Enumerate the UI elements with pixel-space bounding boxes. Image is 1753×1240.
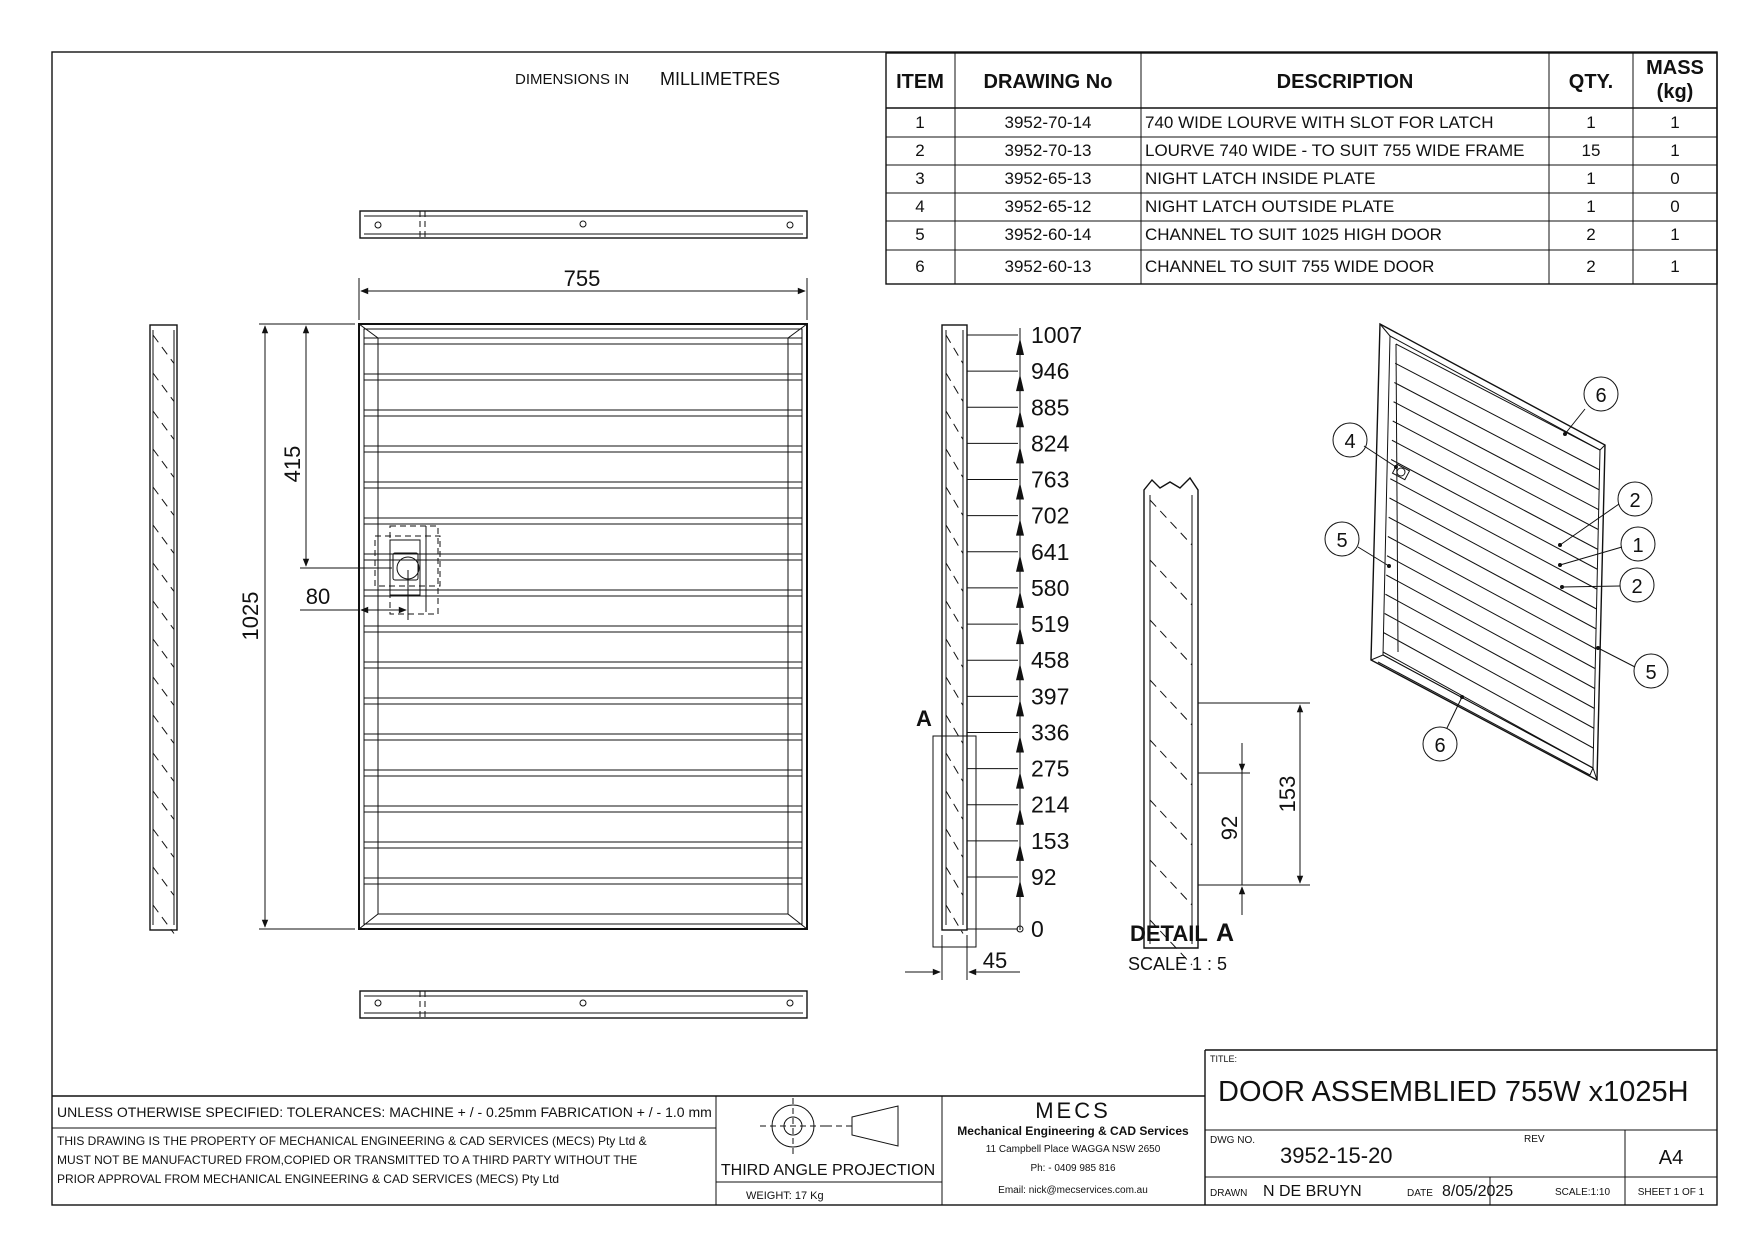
property-note-2: MUST NOT BE MANUFACTURED FROM,COPIED OR TRANSMITTED TO A THIRD PARTY WITHOUT THE — [57, 1153, 638, 1167]
detail-dim-92: 92 — [1217, 815, 1242, 841]
bom-cell-mass: 0 — [1670, 169, 1680, 188]
bom-cell-mass: 1 — [1670, 257, 1680, 276]
bom-cell-qty: 1 — [1586, 113, 1596, 132]
detail-title: DETAIL — [1130, 921, 1208, 946]
bom-header-item: ITEM — [896, 71, 944, 93]
rev-label: REV — [1524, 1134, 1545, 1145]
bom-header-drawing-no: DRAWING No — [983, 71, 1113, 93]
drawing-title: DOOR ASSEMBLIED 755W x1025H — [1218, 1076, 1689, 1108]
louvre-position-label: 458 — [1031, 647, 1070, 674]
width-dim: 755 — [563, 266, 601, 291]
bom-cell-item: 6 — [915, 257, 925, 276]
iso-louvre — [1395, 363, 1599, 470]
detail-a — [1128, 478, 1310, 974]
louvre-position-label: 1007 — [1031, 322, 1083, 348]
dwg-no-label: DWG NO. — [1210, 1135, 1255, 1146]
detail-dim-153: 153 — [1275, 775, 1300, 813]
bom-cell-drawing-no: 3952-60-14 — [1004, 225, 1092, 244]
bom-cell-mass: 1 — [1670, 113, 1680, 132]
louvre-position-label: 702 — [1031, 502, 1070, 529]
drawn-label: DRAWN — [1210, 1188, 1248, 1199]
sheet-border — [52, 52, 1717, 1205]
louvre-position-label: 92 — [1031, 864, 1057, 890]
louvre-position-label: 580 — [1031, 574, 1070, 601]
iso-louvre — [1396, 344, 1600, 450]
section-label: A — [916, 706, 932, 731]
drawn-by: N DE BRUYN — [1263, 1183, 1362, 1200]
louvre-position-label: 519 — [1031, 611, 1070, 638]
property-note-1: THIS DRAWING IS THE PROPERTY OF MECHANICAL ENGINEERING & CAD SERVICES (MECS) Pty Ltd & — [57, 1134, 647, 1148]
louvre-position-label: 214 — [1031, 791, 1070, 818]
property-note-3: PRIOR APPROVAL FROM MECHANICAL ENGINEERING & CAD SERVICES (MECS) Pty Ltd — [57, 1172, 560, 1186]
bom-cell-item: 4 — [915, 197, 925, 216]
side-width-dim: 45 — [982, 948, 1008, 973]
isometric-view — [1371, 324, 1605, 780]
louvre-position-label: 763 — [1031, 466, 1070, 493]
bottom-view — [360, 991, 807, 1018]
tolerances-note: UNLESS OTHERWISE SPECIFIED: TOLERANCES: MACHINE + / - 0.25mm FABRICATION + / - 1.0 mm — [57, 1104, 712, 1120]
dwg-no: 3952-15-20 — [1280, 1143, 1393, 1168]
company-email: Email: nick@mecservices.com.au — [998, 1185, 1148, 1196]
top-view — [360, 211, 807, 238]
third-angle-projection-icon — [760, 1098, 898, 1154]
bom-cell-qty: 2 — [1586, 257, 1596, 276]
bom-cell-mass: 1 — [1670, 225, 1680, 244]
drawing-scale: SCALE:1:10 — [1555, 1187, 1611, 1198]
iso-louvre — [1391, 460, 1597, 570]
balloon-5-left: 5 — [1336, 530, 1348, 552]
company-logo: MECS — [1035, 1098, 1111, 1123]
detail-scale: SCALE 1 : 5 — [1128, 954, 1228, 974]
latch-height-dim: 415 — [280, 445, 305, 483]
bom-cell-description: CHANNEL TO SUIT 1025 HIGH DOOR — [1145, 225, 1442, 244]
bom-header-description: DESCRIPTION — [1276, 71, 1414, 93]
louvre-position-label: 153 — [1031, 827, 1070, 854]
bom-cell-item: 2 — [915, 141, 925, 160]
title-block — [52, 1050, 1717, 1205]
bom-cell-qty: 1 — [1586, 197, 1596, 216]
dimensions-unit: MILLIMETRES — [660, 69, 781, 89]
louvre-position-label: 885 — [1031, 394, 1070, 421]
projection-label: THIRD ANGLE PROJECTION — [720, 1162, 936, 1179]
bom-cell-drawing-no: 3952-70-13 — [1004, 141, 1092, 160]
section-side-view — [905, 322, 1082, 980]
louvre-position-label: 336 — [1031, 719, 1070, 746]
sheet-size: A4 — [1658, 1147, 1684, 1169]
louvre-position-label: 0 — [1031, 916, 1044, 942]
bom-cell-description: NIGHT LATCH INSIDE PLATE — [1145, 169, 1376, 188]
balloon-6-top: 6 — [1595, 385, 1607, 407]
bom-cell-item: 3 — [915, 169, 925, 188]
bom-cell-description: CHANNEL TO SUIT 755 WIDE DOOR — [1145, 257, 1435, 276]
weight: WEIGHT: 17 Kg — [746, 1190, 824, 1202]
front-view-dimensions — [238, 266, 807, 929]
bom-header-qty: QTY. — [1568, 71, 1614, 93]
company-address: 11 Campbell Place WAGGA NSW 2650 — [985, 1144, 1161, 1155]
iso-louvre — [1390, 498, 1597, 609]
company-phone: Ph: - 0409 985 816 — [1030, 1163, 1116, 1174]
left-side-view — [150, 325, 177, 934]
iso-louvre — [1390, 479, 1597, 589]
sheet-number: SHEET 1 OF 1 — [1637, 1187, 1705, 1198]
iso-louvre — [1394, 402, 1599, 510]
iso-louvre — [1392, 440, 1598, 549]
bom-table — [886, 53, 1717, 284]
title-label: TITLE: — [1210, 1054, 1238, 1064]
louvre-position-label: 946 — [1031, 358, 1070, 385]
bom-header-mass-unit: (kg) — [1656, 81, 1694, 103]
bom-cell-description: 740 WIDE LOURVE WITH SLOT FOR LATCH — [1145, 113, 1494, 132]
balloon-4: 4 — [1344, 431, 1356, 453]
dimensions-label: DIMENSIONS IN — [515, 71, 630, 88]
bom-cell-item: 1 — [915, 113, 925, 132]
date-label: DATE — [1407, 1188, 1433, 1199]
detail-letter: A — [1216, 919, 1235, 947]
balloon-6-bottom: 6 — [1434, 735, 1446, 757]
drawn-date: 8/05/2025 — [1442, 1183, 1514, 1200]
bom-cell-drawing-no: 3952-70-14 — [1004, 113, 1092, 132]
bom-header-mass: MASS — [1646, 57, 1704, 79]
balloon-1: 1 — [1632, 535, 1644, 557]
front-view — [359, 324, 807, 929]
iso-louvre — [1393, 421, 1599, 530]
bom-cell-drawing-no: 3952-65-12 — [1004, 197, 1092, 216]
latch-offset-dim: 80 — [305, 584, 331, 609]
iso-louvre — [1394, 383, 1599, 490]
bom-cell-qty: 15 — [1581, 141, 1601, 160]
balloon-5-right: 5 — [1645, 662, 1657, 684]
louvre-position-label: 824 — [1031, 430, 1070, 457]
bom-cell-mass: 1 — [1670, 141, 1680, 160]
bom-cell-item: 5 — [915, 225, 925, 244]
bom-cell-qty: 1 — [1586, 169, 1596, 188]
bom-cell-drawing-no: 3952-60-13 — [1004, 257, 1092, 276]
height-dim: 1025 — [238, 591, 263, 641]
balloon-2-lower: 2 — [1631, 576, 1643, 598]
bom-cell-drawing-no: 3952-65-13 — [1004, 169, 1092, 188]
louvre-position-label: 641 — [1031, 538, 1070, 565]
bom-cell-description: NIGHT LATCH OUTSIDE PLATE — [1145, 197, 1395, 216]
bom-cell-qty: 2 — [1586, 225, 1596, 244]
company-name: Mechanical Engineering & CAD Services — [957, 1124, 1189, 1138]
bom-cell-mass: 0 — [1670, 197, 1680, 216]
bom-cell-description: LOURVE 740 WIDE - TO SUIT 755 WIDE FRAME — [1145, 141, 1525, 160]
louvre-position-label: 275 — [1031, 755, 1070, 782]
louvre-position-label: 397 — [1031, 683, 1070, 710]
balloon-2-upper: 2 — [1629, 490, 1641, 512]
